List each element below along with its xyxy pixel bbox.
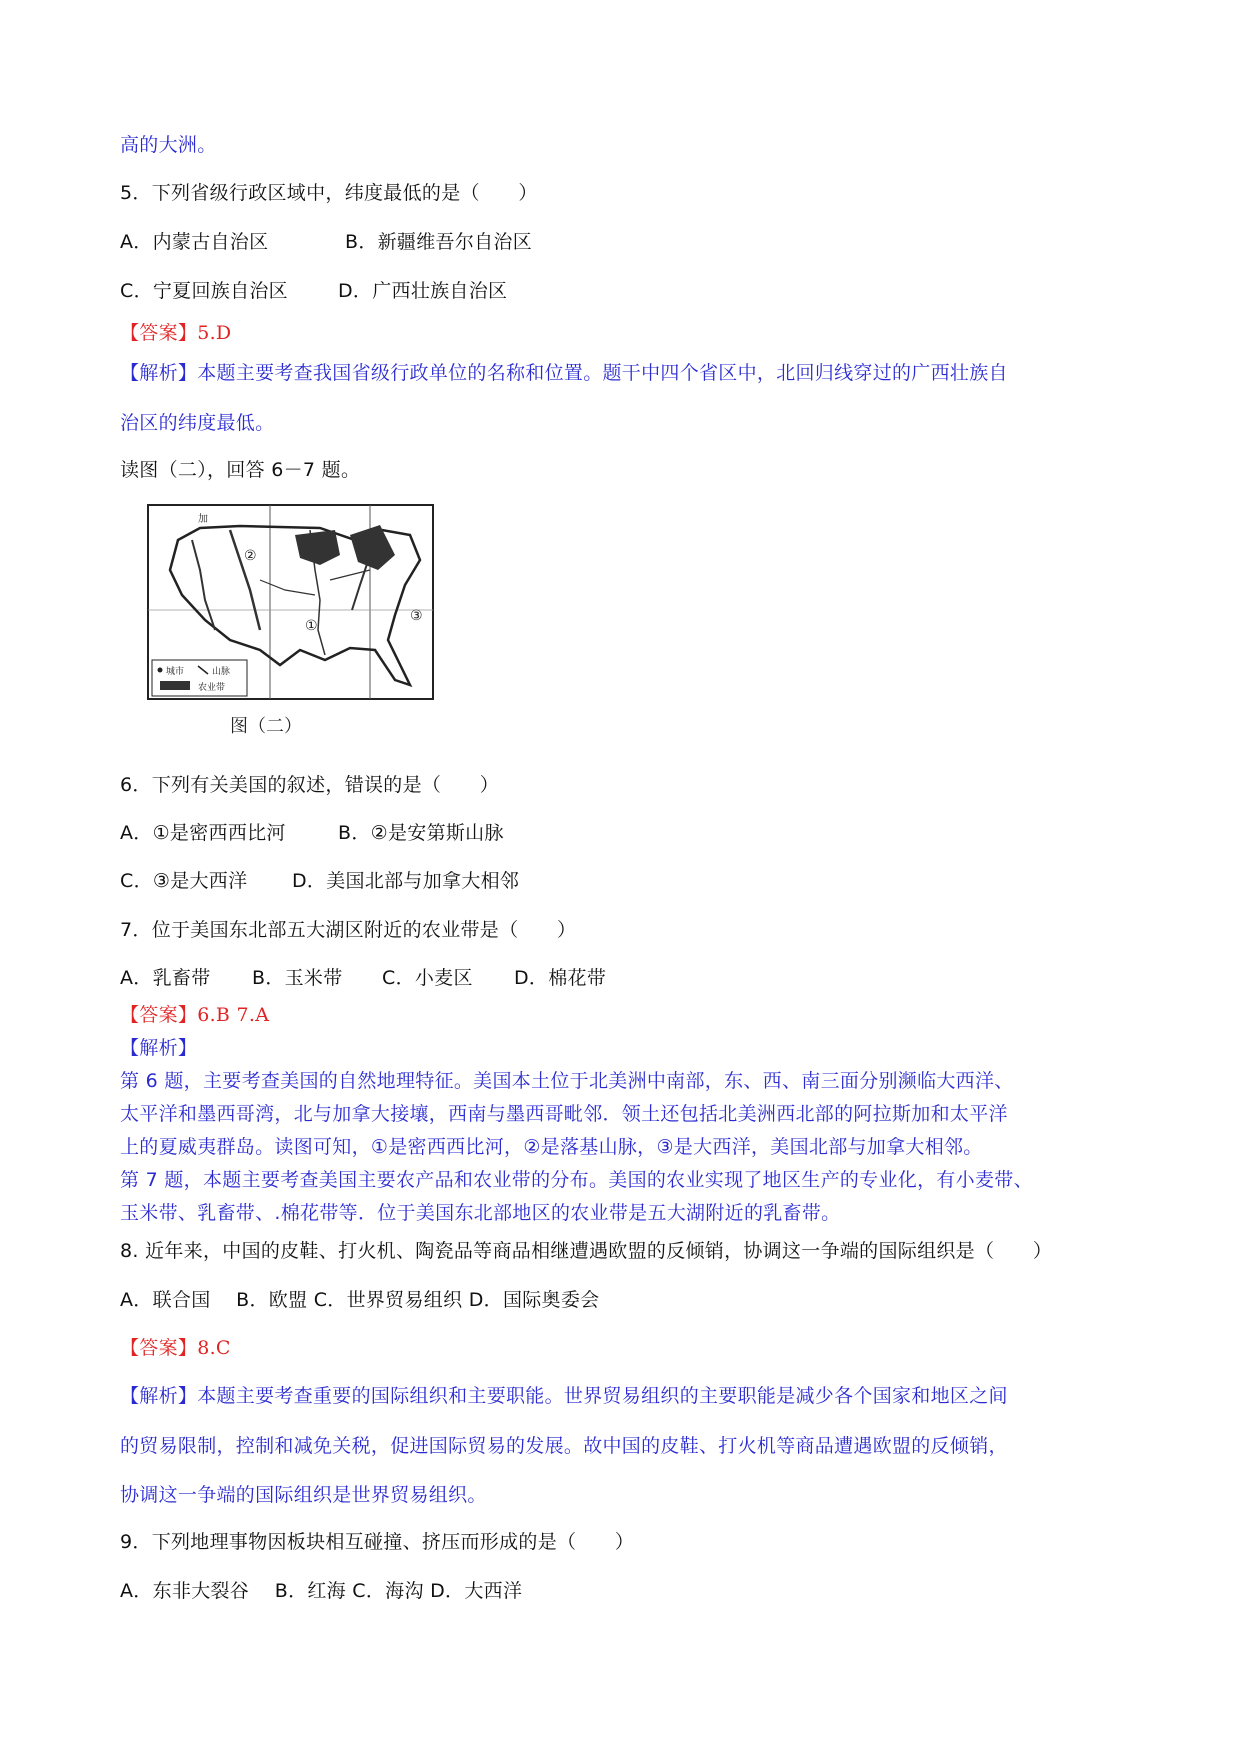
answer-tag: 【答案】 [120, 1004, 198, 1026]
answer-6-7 [120, 1000, 269, 1027]
usa-map-figure [120, 500, 450, 750]
q8-options: A．联合国 B．欧盟 C．世界贸易组织 D．国际奥委会 [120, 1289, 600, 1311]
explanation-8-line2: 的贸易限制，控制和减免关税，促进国际贸易的发展。故中国的皮鞋、打火机等商品遭遇欧盟的反倾销， [120, 1435, 1008, 1457]
legend-city: 城市 [166, 667, 185, 677]
legend-agri: 农业带 [198, 683, 226, 693]
question-6: 6．下列有关美国的叙述，错误的是（ ） [120, 774, 500, 796]
explanation-5-line2: 治区的纬度最低。 [120, 412, 275, 434]
legend-agri-swatch [160, 681, 190, 690]
answer-value: 6.B 7.A [197, 1004, 270, 1026]
question-5: 5．下列省级行政区域中，纬度最低的是（ ） [120, 182, 538, 204]
explanation-8-line3: 协调这一争端的国际组织是世界贸易组织。 [120, 1484, 487, 1506]
explanation-6-7-line2: 太平洋和墨西哥湾，北与加拿大接壤，西南与墨西哥毗邻．领土还包括北美洲西北部的阿拉斯加和太平洋 [120, 1103, 1008, 1125]
q5-option-d: D．广西壮族自治区 [338, 280, 508, 302]
answer-value: 5.D [197, 322, 232, 344]
answer-tag: 【答案】 [120, 322, 198, 344]
q5-options-cd [120, 276, 507, 303]
label-1: ① [305, 618, 318, 634]
explanation-6-7-line3: 上的夏威夷群岛。读图可知，①是密西西比河，②是落基山脉，③是大西洋，美国北部与加拿大相邻。 [120, 1136, 983, 1158]
answer-5 [120, 318, 231, 345]
answer-value: 8.C [197, 1337, 231, 1359]
explanation-tag: 【解析】 [120, 1037, 198, 1059]
explanation-tag: 【解析】 [120, 1385, 198, 1407]
legend-city-dot [158, 668, 163, 673]
figure-caption: 图（二） [230, 716, 302, 737]
explanation-text: 本题主要考查重要的国际组织和主要职能。世界贸易组织的主要职能是减少各个国家和地区之间 [197, 1385, 1008, 1407]
q7-options [120, 963, 606, 990]
explanation-8-line1 [120, 1381, 1008, 1408]
explanation-6-7-line5: 玉米带、乳畜带、.棉花带等．位于美国东北部地区的农业带是五大湖附近的乳畜带。 [120, 1202, 841, 1224]
explanation-text: 本题主要考查我国省级行政单位的名称和位置。题干中四个省区中，北回归线穿过的广西壮族自 [197, 362, 1008, 384]
label-3: ③ [410, 608, 423, 624]
q6-option-b: B．②是安第斯山脉 [338, 822, 504, 844]
q5-options-ab [120, 227, 532, 254]
q5-option-c: C．宁夏回族自治区 [120, 280, 288, 302]
explanation-tag: 【解析】 [120, 362, 198, 384]
q6-options-ab [120, 818, 504, 845]
q7-option-a: A．乳畜带 [120, 967, 211, 989]
q6-options-cd [120, 866, 519, 893]
q6-option-d: D．美国北部与加拿大相邻 [292, 870, 520, 892]
q7-option-d: D．棉花带 [514, 967, 607, 989]
q9-options: A．东非大裂谷 B．红海 C．海沟 D．大西洋 [120, 1580, 523, 1602]
explanation-6-7-tag [120, 1033, 197, 1060]
question-9: 9．下列地理事物因板块相互碰撞、挤压而形成的是（ ） [120, 1531, 635, 1553]
usa-map-svg [120, 500, 450, 750]
question-7: 7．位于美国东北部五大湖区附近的农业带是（ ） [120, 919, 577, 941]
q6-option-c: C．③是大西洋 [120, 870, 248, 892]
q5-option-a: A．内蒙古自治区 [120, 231, 269, 253]
legend-mountain: 山脉 [212, 667, 231, 677]
q7-option-b: B．玉米带 [252, 967, 343, 989]
label-2: ② [244, 548, 257, 564]
answer-tag: 【答案】 [120, 1337, 198, 1359]
explanation-6-7-line4: 第 7 题，本题主要考查美国主要农产品和农业带的分布。美国的农业实现了地区生产的专业化，有小麦带、 [120, 1169, 1033, 1191]
exp4-continuation: 高的大洲。 [120, 134, 217, 156]
explanation-5-line1 [120, 358, 1008, 385]
q5-option-b: B．新疆维吾尔自治区 [345, 231, 533, 253]
label-top: 加 [198, 514, 208, 525]
explanation-6-7-line1: 第 6 题，主要考查美国的自然地理特征。美国本土位于北美洲中南部，东、西、南三面分别濒临大西洋、 [120, 1070, 1014, 1092]
question-8: 8. 近年来，中国的皮鞋、打火机、陶瓷品等商品相继遭遇欧盟的反倾销，协调这一争端的国际组织是（ ） [120, 1240, 1053, 1262]
q6-option-a: A．①是密西西比河 [120, 822, 286, 844]
answer-8 [120, 1333, 231, 1360]
q7-option-c: C．小麦区 [382, 967, 473, 989]
read-figure-instruction: 读图（二），回答 6－7 题。 [120, 459, 361, 481]
